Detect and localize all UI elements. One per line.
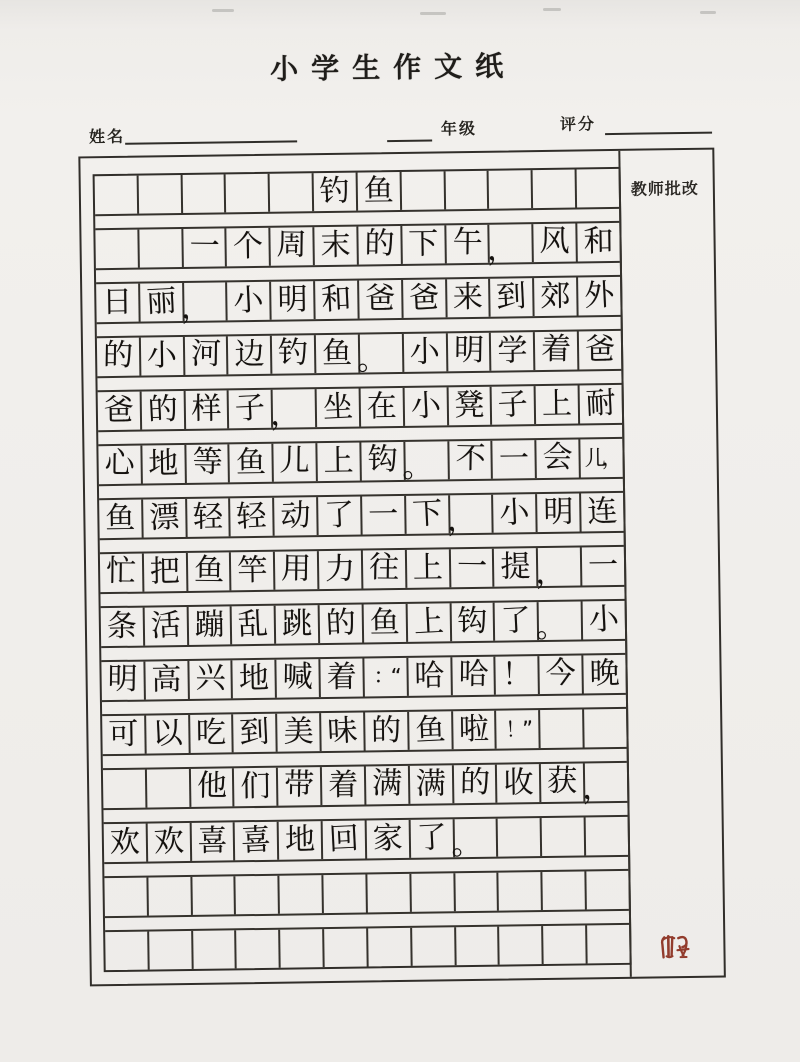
grid-cell: 小 <box>588 601 620 638</box>
grid-row <box>103 763 627 808</box>
grid-cell: 一 <box>183 228 227 267</box>
grid-cell <box>104 878 148 917</box>
grid-cell <box>149 931 193 970</box>
grid-cell <box>489 170 533 209</box>
grid-cell: 跳 <box>276 605 320 644</box>
grid-cell <box>270 173 314 212</box>
grid-cell: ， <box>490 224 534 263</box>
grid-cell <box>192 876 236 915</box>
grid-cell <box>95 176 139 215</box>
grid-cell: 。 <box>405 441 449 480</box>
grid-cell: 明 <box>537 493 581 532</box>
grid-cell: 欢 <box>147 823 191 862</box>
grade-blank-line <box>387 140 432 143</box>
grid-cell: 的 <box>97 338 141 377</box>
grid-cell: 带 <box>278 767 322 806</box>
grid-cell <box>148 877 192 916</box>
grid-cell: 漂 <box>143 499 187 538</box>
grid-cell: 钓 <box>272 335 316 374</box>
grid-cell <box>95 230 139 269</box>
grid-cell: 样 <box>185 390 229 429</box>
grid-cell: ， <box>538 547 582 586</box>
grade-label: 年级 <box>440 118 478 139</box>
grid-cell: 的 <box>141 391 185 430</box>
grid-cell: 耐 <box>584 385 617 422</box>
grid-cell: 钓 <box>314 173 358 212</box>
grid-cell <box>500 926 544 965</box>
grid-cell: 。 <box>539 601 583 640</box>
grid-cell: 蹦 <box>188 606 232 645</box>
grid-cell <box>533 169 577 208</box>
grid-cell <box>586 817 628 856</box>
grid-cell: 等 <box>186 444 230 483</box>
grid-cell: 着 <box>535 331 579 370</box>
grid-cell: 末 <box>314 227 358 266</box>
grid-cell: 家 <box>367 820 411 859</box>
grid-cell: 在 <box>361 388 405 427</box>
grid-cell: 味 <box>321 713 365 752</box>
grid-cell: 以 <box>146 715 190 754</box>
grid-cell: 往 <box>363 550 407 589</box>
grid-cell <box>577 169 619 208</box>
page-title: 小学生作文纸 <box>269 49 517 86</box>
grid-cell: 们 <box>234 768 278 807</box>
grid-cell: 钩 <box>451 603 495 642</box>
grid-row <box>97 331 621 376</box>
grid-cell: 连 <box>586 493 619 530</box>
grid-cell <box>367 874 411 913</box>
grid-cell: 下 <box>406 495 450 534</box>
grid-row <box>98 439 622 484</box>
grid-cell: 小 <box>404 387 448 426</box>
grid-row <box>104 817 628 862</box>
grid-cell: 午 <box>446 225 490 264</box>
grid-row <box>95 223 619 268</box>
grid-cell: 和 <box>315 281 359 320</box>
grid-cell: ， <box>273 389 317 428</box>
grid-cell: 获 <box>541 763 585 802</box>
grid-cell: 满 <box>410 765 454 804</box>
grid-cell <box>324 928 368 967</box>
grid-cell: 一 <box>493 440 537 479</box>
grid-cell: 美 <box>277 713 321 752</box>
red-seal-stamp <box>657 930 691 964</box>
grid-cell: 兴 <box>189 660 233 699</box>
grid-cell: 个 <box>227 228 271 267</box>
grid-cell: 明 <box>447 333 491 372</box>
grid-cell: ！” <box>497 710 541 749</box>
grid-cell <box>584 709 626 748</box>
grid-cell: 鱼 <box>188 552 232 591</box>
grid-cell: 着 <box>321 659 365 698</box>
grid-cell <box>542 817 586 856</box>
grid-cell <box>586 871 628 910</box>
grid-cell: 下 <box>402 225 446 264</box>
name-blank-line <box>125 140 297 144</box>
grid-cell <box>368 928 412 967</box>
grid-cell: 的 <box>365 712 409 751</box>
grid-cell: 子 <box>492 386 536 425</box>
grid-cell: 高 <box>145 661 189 700</box>
grid-cell: 心 <box>98 446 142 485</box>
grid-cell: 上 <box>407 549 451 588</box>
grid-cell: 外 <box>583 277 616 314</box>
grid-cell: 小 <box>228 282 272 321</box>
grid-row <box>100 547 624 592</box>
grid-cell: 用 <box>275 551 319 590</box>
grid-cell: 哈 <box>452 657 496 696</box>
grid-cell: ， <box>581 771 613 807</box>
grid-cell: 地 <box>142 445 186 484</box>
grid-cell: 回 <box>323 820 367 859</box>
grid-cell: 子 <box>229 390 273 429</box>
grid-cell: 的 <box>358 226 402 265</box>
grid-cell <box>498 818 542 857</box>
grid-cell: 他 <box>191 768 235 807</box>
grid-cell: 了 <box>495 602 539 641</box>
grid-row <box>98 385 622 433</box>
grid-cell: 凳 <box>448 387 492 426</box>
grid-cell: 爸 <box>98 392 142 431</box>
grid-cell: 满 <box>366 766 410 805</box>
grid-cell <box>138 175 182 214</box>
grid-cell: 一 <box>587 547 619 584</box>
grid-cell <box>139 229 183 268</box>
grid-cell: 儿， <box>584 445 619 471</box>
grid-cell <box>226 174 270 213</box>
grid-cell: 吃 <box>190 714 234 753</box>
grid-cell <box>182 174 226 213</box>
grid-cell: 地 <box>233 660 277 699</box>
grid-cell: 动 <box>274 497 318 536</box>
grid-cell: 忙 <box>100 554 144 593</box>
composition-grid <box>93 167 632 972</box>
grid-cell: 的 <box>453 765 497 804</box>
grid-cell: 小 <box>141 337 185 376</box>
grid-row <box>96 277 620 327</box>
grid-cell: 提 <box>494 548 538 587</box>
grid-cell <box>147 769 191 808</box>
grid-cell: ！ <box>496 656 540 695</box>
grid-cell: 欢 <box>104 824 148 863</box>
grid-cell: 可 <box>102 716 146 755</box>
grid-row <box>95 169 619 214</box>
grid-cell: 到 <box>234 714 278 753</box>
grid-cell <box>456 927 500 966</box>
grid-cell: 小 <box>404 333 448 372</box>
grid-cell: 鱼 <box>364 604 408 643</box>
grid-cell <box>540 709 584 748</box>
grid-cell: 竿 <box>231 552 275 591</box>
grid-cell <box>105 932 149 971</box>
grid-cell: 上 <box>407 603 451 642</box>
name-label: 姓名 <box>88 126 126 147</box>
grid-cell: 晚 <box>589 655 620 692</box>
grid-cell: 。 <box>360 334 404 373</box>
grid-cell <box>280 875 324 914</box>
grid-cell: 乱 <box>232 606 276 645</box>
grid-cell: 哈 <box>408 657 452 696</box>
grid-cell: 轻 <box>187 498 231 537</box>
grid-cell <box>543 925 587 964</box>
grid-cell: 明 <box>101 662 145 701</box>
grid-cell <box>237 930 281 969</box>
composition-sheet-frame <box>78 148 726 987</box>
grid-cell: 着 <box>322 766 366 805</box>
grid-cell: 轻 <box>231 498 275 537</box>
grid-cell: 爸 <box>359 280 403 319</box>
grid-cell: 一 <box>362 496 406 535</box>
grid-cell: 会 <box>537 439 581 478</box>
grid-row <box>101 655 625 700</box>
grid-cell: 了 <box>410 819 454 858</box>
grid-cell: 坐 <box>317 389 361 428</box>
grid-cell: 边 <box>228 336 272 375</box>
grid-cell <box>193 930 237 969</box>
grid-cell: 郊 <box>534 277 578 316</box>
grid-cell <box>280 929 324 968</box>
grid-cell: 鱼 <box>358 172 402 211</box>
grid-cell <box>499 872 543 911</box>
grid-cell: 一 <box>450 549 494 588</box>
grid-cell: 学 <box>491 332 535 371</box>
grid-cell <box>324 874 368 913</box>
grid-cell <box>236 876 280 915</box>
grid-cell: 风 <box>534 223 578 262</box>
grid-row <box>101 601 625 646</box>
grid-cell: 上 <box>318 443 362 482</box>
grid-cell: 周 <box>271 227 315 266</box>
grid-cell: 喜 <box>235 822 279 861</box>
grid-cell <box>455 873 499 912</box>
teacher-column-label: 教师批改 <box>630 180 699 199</box>
grid-cell: 鱼 <box>409 711 453 750</box>
grid-cell <box>103 770 147 809</box>
grid-cell <box>445 171 489 210</box>
grid-row <box>104 871 628 916</box>
grid-cell: 地 <box>279 821 323 860</box>
score-label: 评分 <box>559 114 597 134</box>
grid-cell <box>411 873 455 912</box>
grid-cell: 喜 <box>191 822 235 861</box>
grid-cell: 和 <box>583 223 614 260</box>
grid-cell: 鱼 <box>99 500 143 539</box>
grid-cell: 河 <box>185 336 229 375</box>
grid-cell: 日 <box>96 284 140 323</box>
grid-cell: 上 <box>536 385 580 424</box>
grid-cell: 了 <box>318 497 362 536</box>
grid-row <box>99 493 623 538</box>
grid-cell <box>543 871 587 910</box>
grid-cell: ， <box>184 282 228 321</box>
grid-cell: 爸 <box>403 279 447 318</box>
grid-cell: 儿 <box>274 443 318 482</box>
grid-cell: ， <box>450 495 494 534</box>
grid-cell: 鱼 <box>230 444 274 483</box>
grid-cell <box>587 925 629 964</box>
grid-cell: 鱼 <box>316 335 360 374</box>
grid-cell: 啦 <box>453 711 497 750</box>
grid-cell: ：“ <box>364 658 408 697</box>
grid-cell: 收 <box>497 764 541 803</box>
grid-cell: 力 <box>319 551 363 590</box>
grid-cell: 丽 <box>140 283 184 322</box>
grid-cell: 今 <box>540 655 584 694</box>
grid-cell: 的 <box>320 605 364 644</box>
grid-cell <box>412 927 456 966</box>
grid-cell: 钩 <box>361 442 405 481</box>
grid-row <box>102 709 626 754</box>
grid-cell: 不 <box>449 441 493 480</box>
grid-cell: 到 <box>491 278 535 317</box>
grid-row <box>105 925 629 970</box>
grid-cell: 活 <box>144 607 188 646</box>
grid-cell: 喊 <box>277 659 321 698</box>
grid-cell: 来 <box>447 279 491 318</box>
grid-cell: 明 <box>271 281 315 320</box>
grid-cell: 小 <box>494 494 538 533</box>
grid-cell: 爸 <box>584 331 616 368</box>
grid-cell: 条 <box>101 608 145 647</box>
grid-cell <box>401 171 445 210</box>
grid-cell: 把 <box>144 553 188 592</box>
score-blank-line <box>605 132 712 135</box>
grid-cell: 。 <box>454 819 498 858</box>
